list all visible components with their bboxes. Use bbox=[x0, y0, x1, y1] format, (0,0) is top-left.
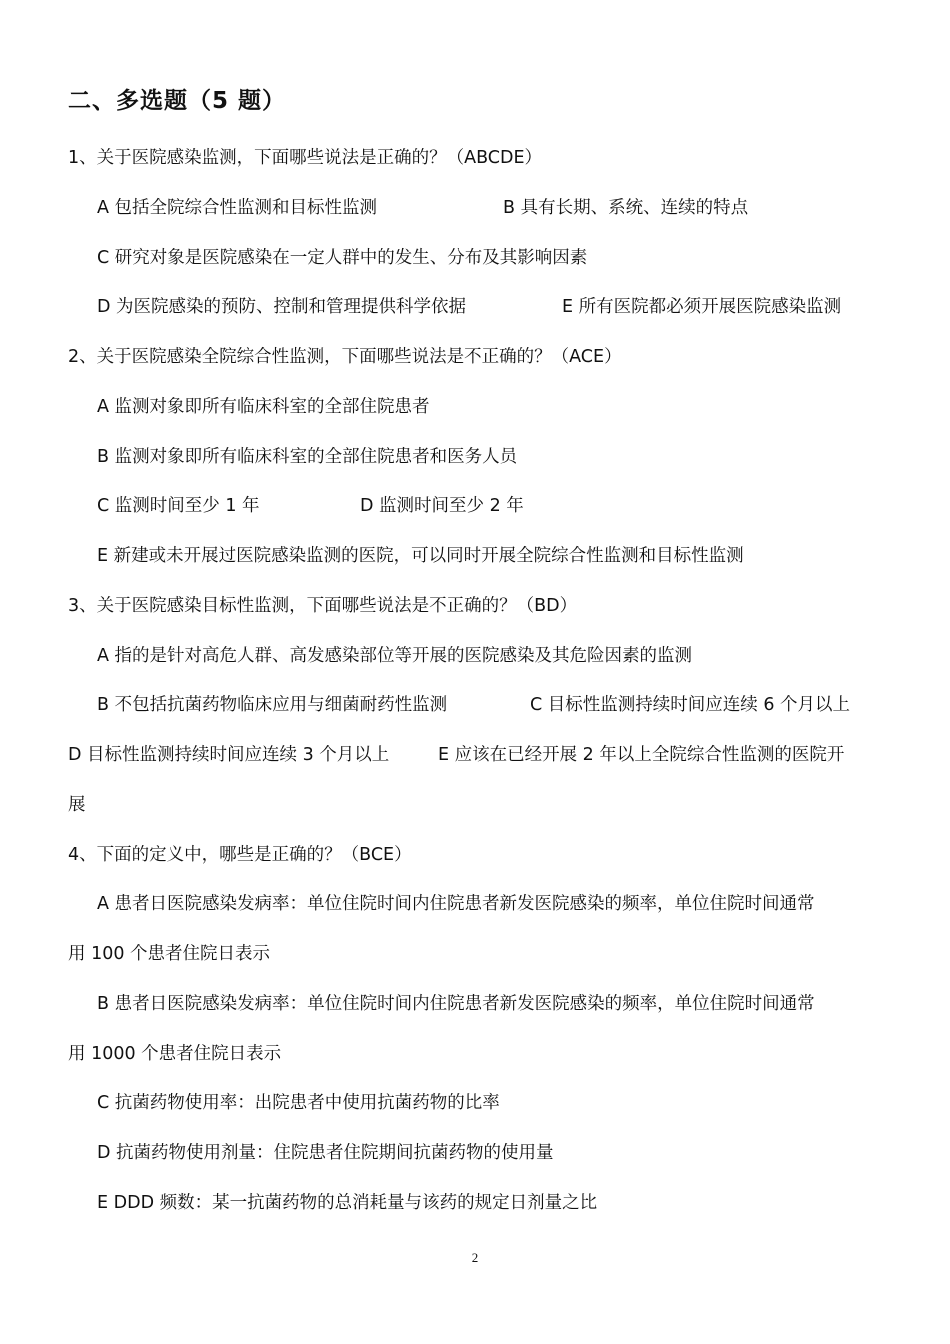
question-1-option-b: B 具有长期、系统、连续的特点 bbox=[503, 198, 749, 218]
question-3-option-e-continued: 展 bbox=[68, 795, 86, 815]
question-2-option-d: D 监测时间至少 2 年 bbox=[360, 496, 524, 516]
question-1-option-d: D 为医院感染的预防、控制和管理提供科学依据 bbox=[97, 297, 467, 317]
question-2-option-e: E 新建或未开展过医院感染监测的医院，可以同时开展全院综合性监测和目标性监测 bbox=[97, 546, 744, 566]
question-4-option-c: C 抗菌药物使用率：出院患者中使用抗菌药物的比率 bbox=[97, 1093, 500, 1113]
question-4-option-e: E DDD 频数：某一抗菌药物的总消耗量与该药的规定日剂量之比 bbox=[97, 1193, 598, 1213]
question-4-option-b-continued: 用 1000 个患者住院日表示 bbox=[68, 1044, 282, 1064]
question-4-option-a-continued: 用 100 个患者住院日表示 bbox=[68, 944, 271, 964]
question-3-option-e: E 应该在已经开展 2 年以上全院综合性监测的医院开 bbox=[438, 745, 845, 765]
question-1-option-c: C 研究对象是医院感染在一定人群中的发生、分布及其影响因素 bbox=[97, 248, 588, 268]
question-4-stem: 4、下面的定义中，哪些是正确的？（BCE） bbox=[68, 845, 412, 865]
question-3-option-b: B 不包括抗菌药物临床应用与细菌耐药性监测 bbox=[97, 695, 448, 715]
question-2-option-c: C 监测时间至少 1 年 bbox=[97, 496, 260, 516]
question-3-option-a: A 指的是针对高危人群、高发感染部位等开展的医院感染及其危险因素的监测 bbox=[97, 646, 693, 666]
question-1-stem: 1、关于医院感染监测，下面哪些说法是正确的？（ABCDE） bbox=[68, 148, 543, 168]
question-3-option-c: C 目标性监测持续时间应连续 6 个月以上 bbox=[530, 695, 851, 715]
question-4-option-b: B 患者日医院感染发病率：单位住院时间内住院患者新发医院感染的频率，单位住院时间通常 bbox=[97, 994, 815, 1014]
question-1-option-a: A 包括全院综合性监测和目标性监测 bbox=[97, 198, 378, 218]
question-1-option-e: E 所有医院都必须开展医院感染监测 bbox=[562, 297, 842, 317]
question-4-option-a: A 患者日医院感染发病率：单位住院时间内住院患者新发医院感染的频率，单位住院时间通常 bbox=[97, 894, 815, 914]
section-title: 二、多选题（5 题） bbox=[68, 88, 287, 114]
question-2-option-a: A 监测对象即所有临床科室的全部住院患者 bbox=[97, 397, 430, 417]
question-3-stem: 3、关于医院感染目标性监测，下面哪些说法是不正确的？（BD） bbox=[68, 596, 578, 616]
question-4-option-d: D 抗菌药物使用剂量：住院患者住院期间抗菌药物的使用量 bbox=[97, 1143, 554, 1163]
question-3-option-d: D 目标性监测持续时间应连续 3 个月以上 bbox=[68, 745, 390, 765]
page-number: 2 bbox=[471, 1250, 479, 1265]
question-2-option-b: B 监测对象即所有临床科室的全部住院患者和医务人员 bbox=[97, 447, 518, 467]
question-2-stem: 2、关于医院感染全院综合性监测，下面哪些说法是不正确的？（ACE） bbox=[68, 347, 622, 367]
